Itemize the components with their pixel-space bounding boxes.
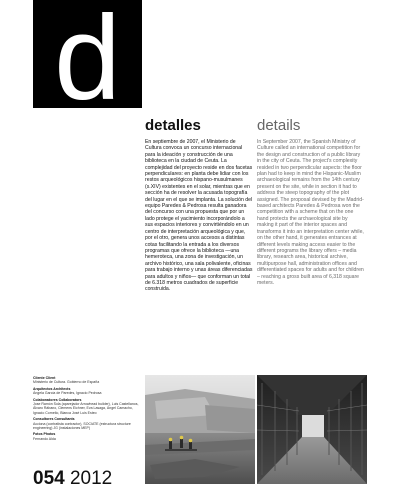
body-text-english: In September 2007, the Spanish Ministry of Culture called an international competition for the design and construction of a public library in the city of Ceuta. The project's complexity resided in two perpendicular aspects: the floor plan had to keep in mind the Hispanic-Muslim archaeological remains from the 14th century present on the site, while in section it had to address the steep topography of the plot assigned. The proposal devised by the Madrid-based architects Paredes & Pedrosa won the competition with a scheme that on the one hand protects the archaeological site by making it part of the interior spaces and transforms it into an interpretation center while, on the other hand, it generates entrances at different levels making access easier to the different programs the library offers – media library, research area, historical archive, multipurpose hall, administration offices and differentiated spaces for adults and for children – reaching a gross built area of 6,318 square meters. [257,139,364,286]
credit-heading: Cliente Client [33,376,56,380]
title-english: details [257,117,301,134]
credit-heading: Consultores Consultants [33,417,75,422]
body-text-spanish: En septiembre de 2007, el Ministerio de Cultura convoca un concurso internacional para la ideación y construcción de una biblioteca en la ciudad de Ceuta. La complejidad del proyecto reside en dos facetas perpendiculares: en planta debe lidiar con los restos arqueológicos hispano-musulmanes (s.XIV) existentes en el solar, mientras que en sección ha de resolver la acusada topografía del lugar en el que se implanta. La solución del equipo Paredes & Pedrosa resulta ganadora del concurso con una propuesta que por un lado protege el yacimiento incorporándolo a sus espacios interiores y convirtiéndolo en un centro de interpretación arqueológica y que, por el otro, genera unos accesos a distintas cotas facilitando la entrada a los diversos programas que ofrece la biblioteca —una hemeroteca, una zona de investigación, un archivo histórico, una sala polivalente, oficinas para trabajo interno y unas áreas diferenciadas para adultos y niños— que conforman un total de 6.318 metros cuadrados de superficie construida. [145,139,253,293]
credit-consultants [33,417,143,430]
section-letter: d [54,0,121,125]
title-spanish: detalles [145,117,201,134]
construction-photo-formwork [257,375,367,484]
credit-text: Acciona (contratista contractor), SOCIATE (estructura structure engineering) JG (instalaciones MEP) [33,421,131,431]
credit-client [33,376,143,385]
issue-year: 2012 [69,468,113,489]
construction-photo-workers-image [145,375,255,484]
credit-text: Ministerio de Cultura. Gobierno de España [33,380,100,385]
credit-text: Fernando Alda [33,436,56,441]
project-credits [33,376,143,443]
issue-number: 054 [33,468,65,489]
credit-architects [33,387,143,396]
construction-photo-workers [145,375,255,484]
credit-photos [33,432,143,441]
credit-heading: Fotos Photos [33,432,56,437]
credit-heading: Arquitectos Architects [33,386,71,391]
credit-collaborators [33,398,143,416]
page-number [33,468,112,490]
construction-photo-formwork-image [257,375,367,484]
credit-text: Jose Ramón Sola (aparejador Arrowhead builder), Luis Castellanos, Álvaro Rábano, Clemens Eichner, Eva Lasaga, Ángel Camacho, Ignacio Cornelio, Blanca José Luis Esteo [33,402,139,415]
section-letter-block [33,0,142,125]
credit-heading: Colaboradores Collaborators [33,397,82,402]
credit-text: Ángela García de Paredes, Ignacio Pedrosa [33,391,102,396]
